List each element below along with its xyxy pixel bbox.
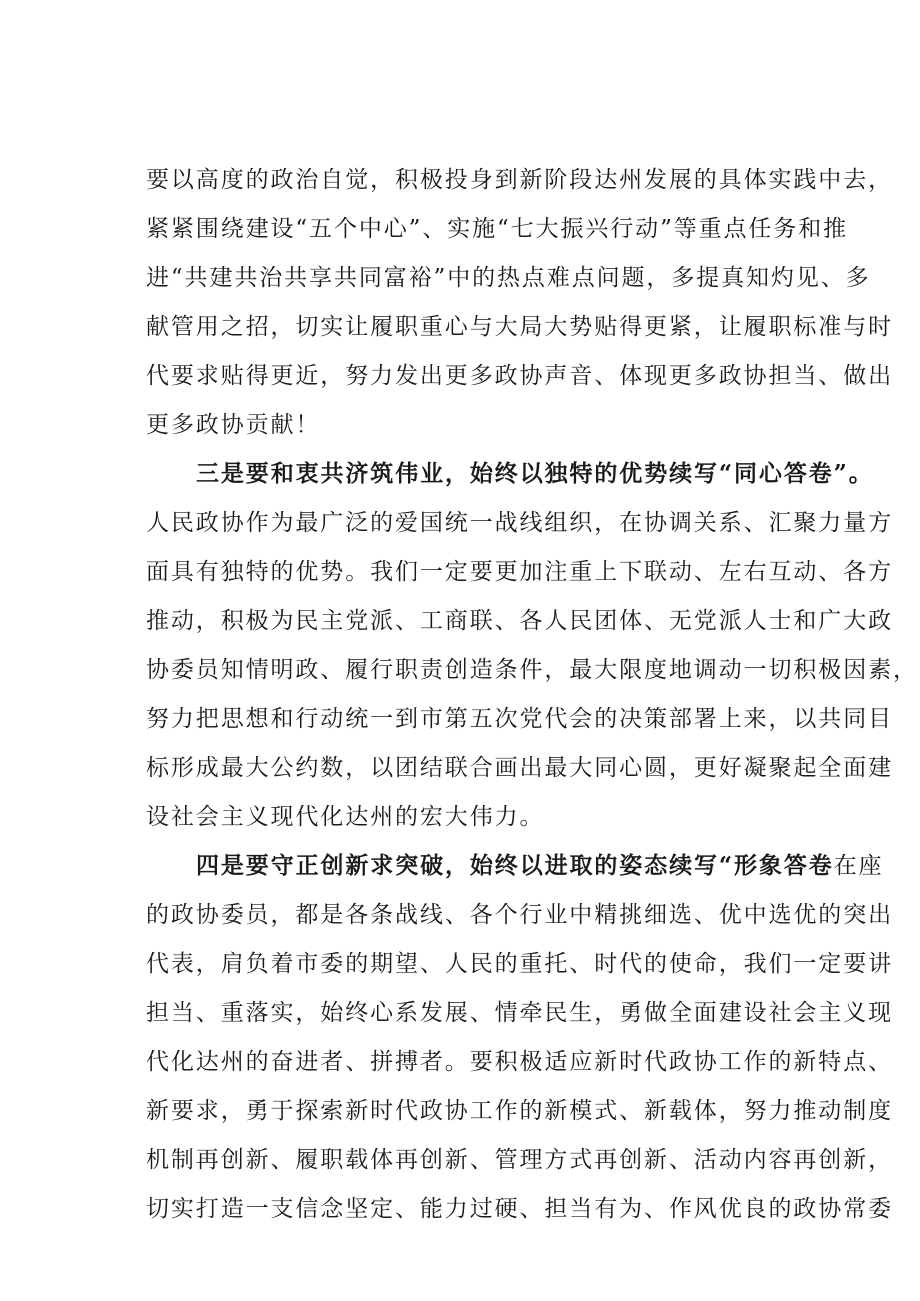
paragraph-1-line: 紧紧围绕建设“五个中心”、实施“七大振兴行动”等重点任务和推 (146, 216, 849, 242)
paragraph-3-line: 的政协委员，都是各条战线、各个行业中精挑细选、优中选优的突出 (146, 902, 893, 928)
paragraph-1-line: 代要求贴得更近，努力发出更多政协声音、体现更多政协担当、做出 (146, 363, 893, 389)
paragraph-2-line: 人民政协作为最广泛的爱国统一战线组织，在协调关系、汇聚力量方 (146, 510, 893, 536)
paragraph-3-lead-line (196, 849, 884, 883)
paragraph-1-line: 要以高度的政治自觉，积极投身到新阶段达州发展的具体实践中去， (146, 167, 893, 193)
paragraph-1-line: 更多政协贡献！ (146, 412, 321, 438)
paragraph-2-line: 面具有独特的优势。我们一定要更加注重上下联动、左右互动、各方 (146, 559, 893, 585)
paragraph-2-line: 努力把思想和行动统一到市第五次党代会的决策部署上来，以共同目 (146, 706, 893, 732)
paragraph-2-line: 推动，积极为民主党派、工商联、各人民团体、无党派人士和广大政 (146, 608, 893, 634)
paragraph-3-line: 新要求，勇于探索新时代政协工作的新模式、新载体，努力推动制度 (146, 1098, 893, 1124)
paragraph-2-line: 协委员知情明政、履行职责创造条件，最大限度地调动一切积极因素， (146, 657, 918, 683)
paragraph-2-lead-heading: 三是要和衷共济筑伟业，始终以独特的优势续写“同心答卷”。 (196, 460, 874, 487)
paragraph-3-line: 代化达州的奋进者、拼搏者。要积极适应新时代政协工作的新特点、 (146, 1049, 893, 1075)
paragraph-3-line: 机制再创新、履职载体再创新、管理方式再创新、活动内容再创新， (146, 1147, 893, 1173)
paragraph-3-lead-heading: 四是要守正创新求突破，始终以进取的姿态续写“形象答卷 (196, 852, 834, 879)
paragraph-1-line: 进“共建共治共享共同富裕”中的热点难点问题，多提真知灼见、多 (146, 265, 871, 291)
paragraph-3-line: 切实打造一支信念坚定、能力过硬、担当有为、作风优良的政协常委 (146, 1196, 893, 1222)
paragraph-1-line: 献管用之招，切实让履职重心与大局大势贴得更紧，让履职标准与时 (146, 314, 893, 340)
paragraph-2-line: 标形成最大公约数，以团结联合画出最大同心圆，更好凝聚起全面建 (146, 755, 893, 781)
paragraph-3-line: 担当、重落实，始终心系发展、情牵民生，勇做全面建设社会主义现 (146, 1000, 893, 1026)
paragraph-2-line: 设社会主义现代化达州的宏大伟力。 (146, 804, 545, 830)
paragraph-3-line: 代表，肩负着市委的期望、人民的重托、时代的使命，我们一定要讲 (146, 951, 893, 977)
paragraph-3-lead-tail: 在座 (833, 853, 884, 879)
